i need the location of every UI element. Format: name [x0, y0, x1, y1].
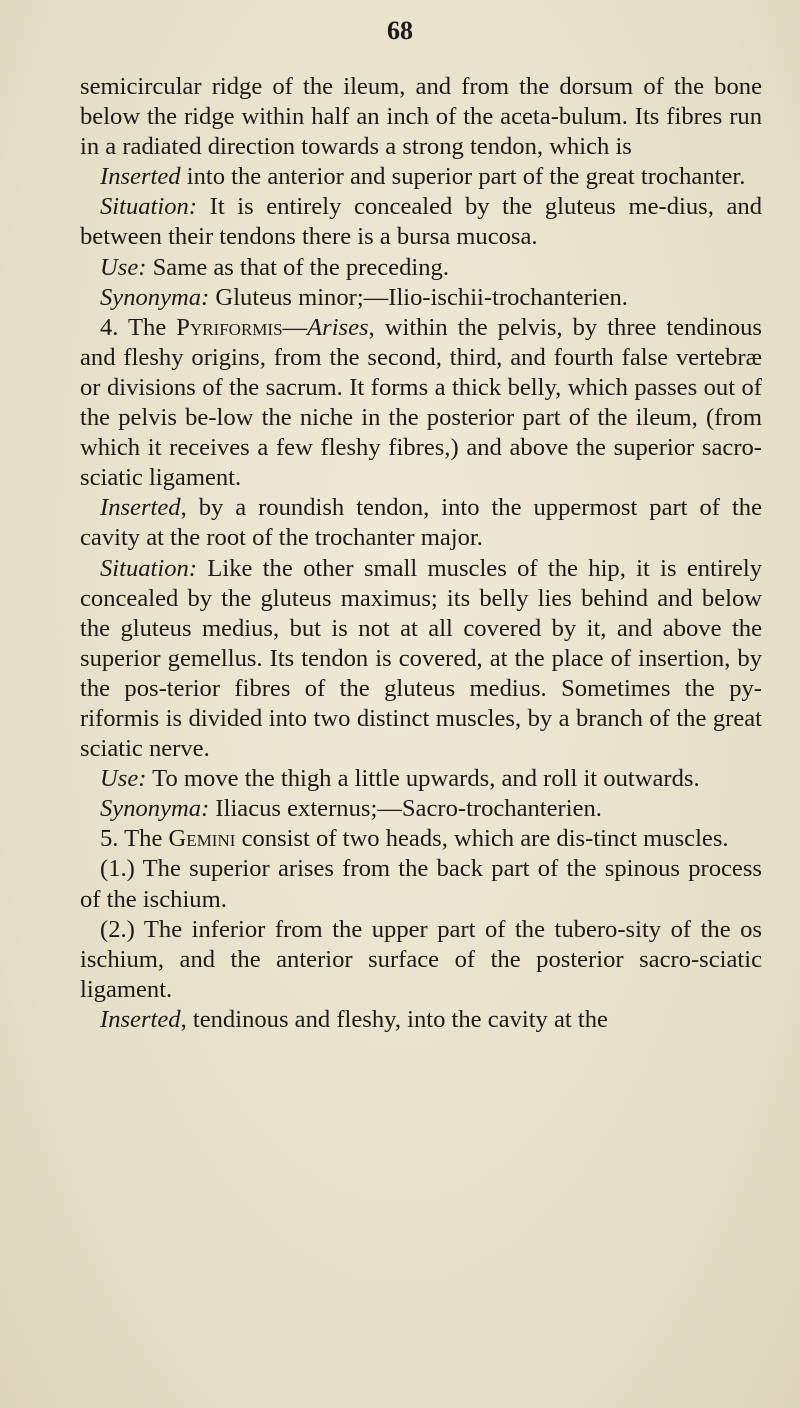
- paragraph-inserted-2: [80, 493, 762, 553]
- text-run: (2.) The inferior from the upper part of the tubero-sity of the os ischium, and the anterior surface of the posterior sacro-sciatic ligament.: [80, 915, 762, 1003]
- text-run: Gluteus minor;—Ilio-ischii-trochanterien.: [209, 283, 628, 311]
- text-run: , by a roundish tendon, into the uppermost part of the cavity at the root of the trochanter major.: [80, 494, 762, 552]
- body-text: [80, 72, 762, 1035]
- paragraph-synonyma-1: [80, 283, 762, 313]
- text-run: Inserted: [100, 494, 181, 522]
- text-run: Inserted: [100, 163, 181, 191]
- text-run: Like the other small muscles of the hip, it is entirely concealed by the gluteus maximus; its belly lies behind and below the gluteus medius, but is not at all covered by it, and above the superior gemellus. Its tendon is covered, at the place of insertion, by the pos-terior fibres of the gluteus medius. Sometimes the py-riformis is divided into two distinct muscles, by a branch of the great sciatic nerve.: [80, 554, 762, 763]
- paragraph-inferior: [80, 915, 762, 1005]
- text-run: semicircular ridge of the ileum, and from the dorsum of the bone below the ridge within half an inch of the aceta-bulum. Its fibres run in a radiated direction towards a strong tendon, which is: [80, 73, 762, 161]
- text-run: 5. The: [100, 825, 169, 853]
- text-run: It is entirely concealed by the gluteus me-dius, and between their tendons there is a bursa mucosa.: [80, 193, 762, 251]
- paragraph-situation-2: [80, 554, 762, 765]
- text-run: , tendinous and fleshy, into the cavity at the: [180, 1005, 608, 1033]
- paragraph-situation-1: [80, 192, 762, 252]
- text-run: Synonyma:: [100, 795, 210, 823]
- text-run: 4. The: [100, 313, 177, 341]
- paragraph-inserted-1: [80, 162, 762, 192]
- paragraph-use-2: [80, 764, 762, 794]
- text-run: Use:: [100, 253, 147, 281]
- text-run: Pyriformis: [176, 313, 283, 341]
- text-run: Situation:: [100, 554, 198, 582]
- paragraph-use-1: [80, 253, 762, 283]
- text-run: Synonyma:: [100, 283, 210, 311]
- paragraph-superior: [80, 854, 762, 914]
- text-run: into the anterior and superior part of the great trochanter.: [180, 163, 746, 191]
- text-run: consist of two heads, which are dis-tinct muscles.: [235, 825, 729, 853]
- text-run: Situation:: [100, 193, 198, 221]
- paragraph-inserted-3: [80, 1005, 762, 1035]
- text-run: , within the pelvis, by three tendinous and fleshy origins, from the second, third, and fourth false vertebræ or divisions of the sacrum. It forms a thick belly, which passes out of the pelvis be-low the niche in the posterior part of the ileum, (from which it receives a few fleshy fibres,) and above the superior sacro-sciatic ligament.: [80, 313, 762, 492]
- paragraph-pyriformis: [80, 313, 762, 494]
- text-run: To move the thigh a little upwards, and roll it outwards.: [146, 765, 700, 793]
- text-run: Inserted: [100, 1005, 181, 1033]
- paragraph-synonyma-2: [80, 794, 762, 824]
- text-run: Use:: [100, 765, 147, 793]
- text-run: Iliacus externus;—Sacro-trochanterien.: [209, 795, 602, 823]
- text-run: (1.) The superior arises from the back part of the spinous process of the ischium.: [80, 855, 762, 913]
- text-run: Same as that of the preceding.: [146, 253, 449, 281]
- text-run: —: [282, 313, 308, 341]
- paragraph-cont: [80, 72, 762, 162]
- text-run: Arises: [307, 313, 369, 341]
- page-number: 68: [387, 16, 413, 45]
- text-run: Gemini: [168, 825, 236, 853]
- paragraph-gemini: [80, 824, 762, 854]
